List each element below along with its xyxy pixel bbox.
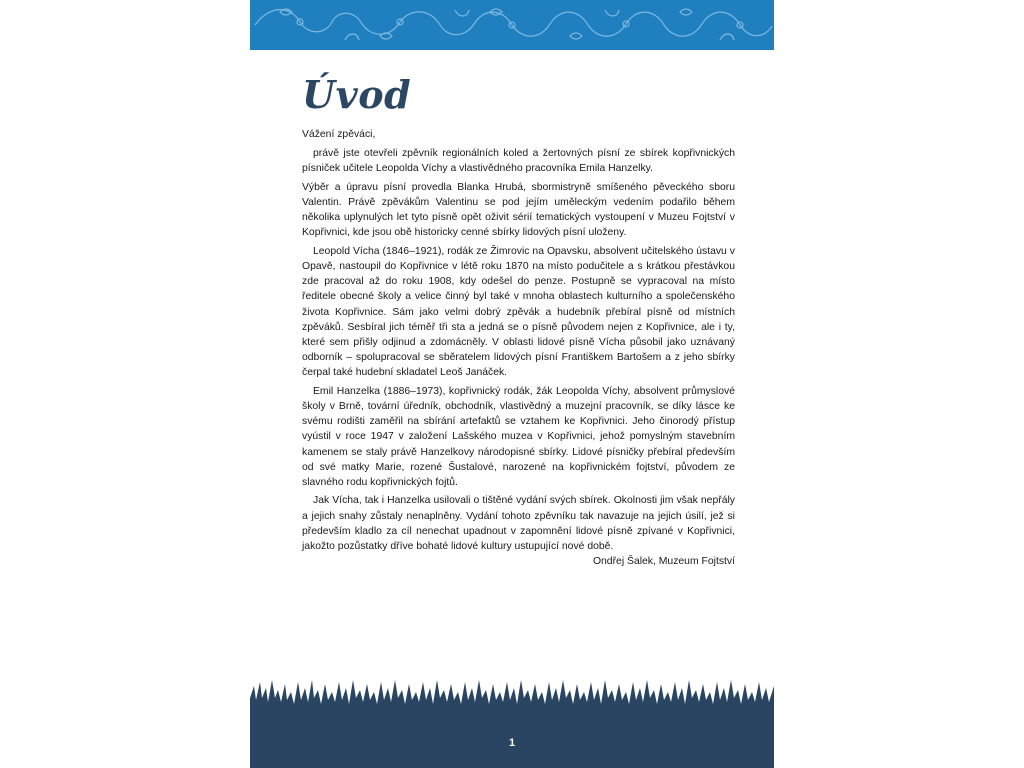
header-ornament-band: [250, 0, 774, 50]
paragraph-1: právě jste otevřeli zpěvník regionálních koled a žertovných písní ze sbírek kopřivnických písniček učitele Leopolda Víchy a vlastivědného pracovníka Emila Hanzelky.: [302, 148, 735, 175]
page-number: 1: [508, 737, 516, 749]
paragraph-4: Emil Hanzelka (1886–1973), kopřivnický rodák, žák Leopolda Víchy, absolvent průmyslové školy v Brně, tovární úředník, obchodník, vlastivědný a muzejní pracovník, se díky lásce ke svému rodišti zaměřil na sbírání artefaktů se vztahem ke Kopřivnici. Jeho činorodý přístup vyústil v roce 1947 v založení Lašského muzea v Kopřivnici, jehož pomyslným stavebním kamenem se staly právě Hanzelkovy národopisné sbírky. Lidové písničky přebíral především od své matky Marie, rozené Šustalové, narozené na kopřivnickém fojtství, původem ze slavného rodu kopřivnických fojtů.: [302, 385, 735, 489]
paragraph-3: Leopold Vícha (1846–1921), rodák ze Žimrovic na Opavsku, absolvent učitelského ústavu v Opavě, nastoupil do Kopřivnice v létě roku 1870 na místo podučitele a s krátkou přestávkou zde pracoval až do roku 1908, kdy odešel do penze. Postupně se vypracoval na místo ředitele obecné školy a velice činný byl také v mnoha oblastech kulturního a společenského života Kopřivnice. Sám jako velmi dobrý zpěvák a hudebník přebíral písně od místních zpěváků. Sesbíral jich téměř tři sta a jedná se o písně původem nejen z Kopřivnice, ale i ty, které sem přišly odjinud a zdomácněly. V oblasti lidové písně Vícha působil jako uznávaný odborník – spolupracoval se sběratelem lidových písní Františkem Bartošem a z jeho sbírky čerpal také hudební skladatel Leoš Janáček.: [302, 245, 735, 379]
page-title: Úvod: [302, 72, 412, 117]
paragraph-5: Jak Vícha, tak i Hanzelka usilovali o tištěné vydání svých sbírek. Okolnosti jim však nepřály a jejich snahy zůstaly nenaplněny. Vydání tohoto zpěvníku tak navazuje na jejich úsilí, jež si především kladlo za cíl nenechat upadnout v zapomnění lidové písně zpívané v Kopřivnici, jakožto pozůstatky dříve bohaté lidové kultury ustupující nové době.: [302, 495, 735, 553]
footer-grass-band: [250, 678, 774, 768]
grass-silhouette: [250, 678, 774, 768]
salutation: Vážení zpěváci,: [302, 129, 376, 140]
floral-scroll-ornament: [250, 0, 774, 50]
page: [250, 0, 774, 768]
article-body: [302, 127, 735, 557]
paragraph-2: Výběr a úpravu písní provedla Blanka Hrubá, sbormistryně smíšeného pěveckého sboru Valentin. Právě zpěvákům Valentinu se pod jejím uměleckým vedením podařilo během několika uplynulých let tyto písně opět oživit sérií tematických vystoupení v Muzeu Fojtství v Kopřivnici, kde jsou obě historicky cenné sbírky lidových písní uloženy.: [302, 181, 735, 239]
signature: Ondřej Šalek, Muzeum Fojtství: [592, 556, 735, 567]
